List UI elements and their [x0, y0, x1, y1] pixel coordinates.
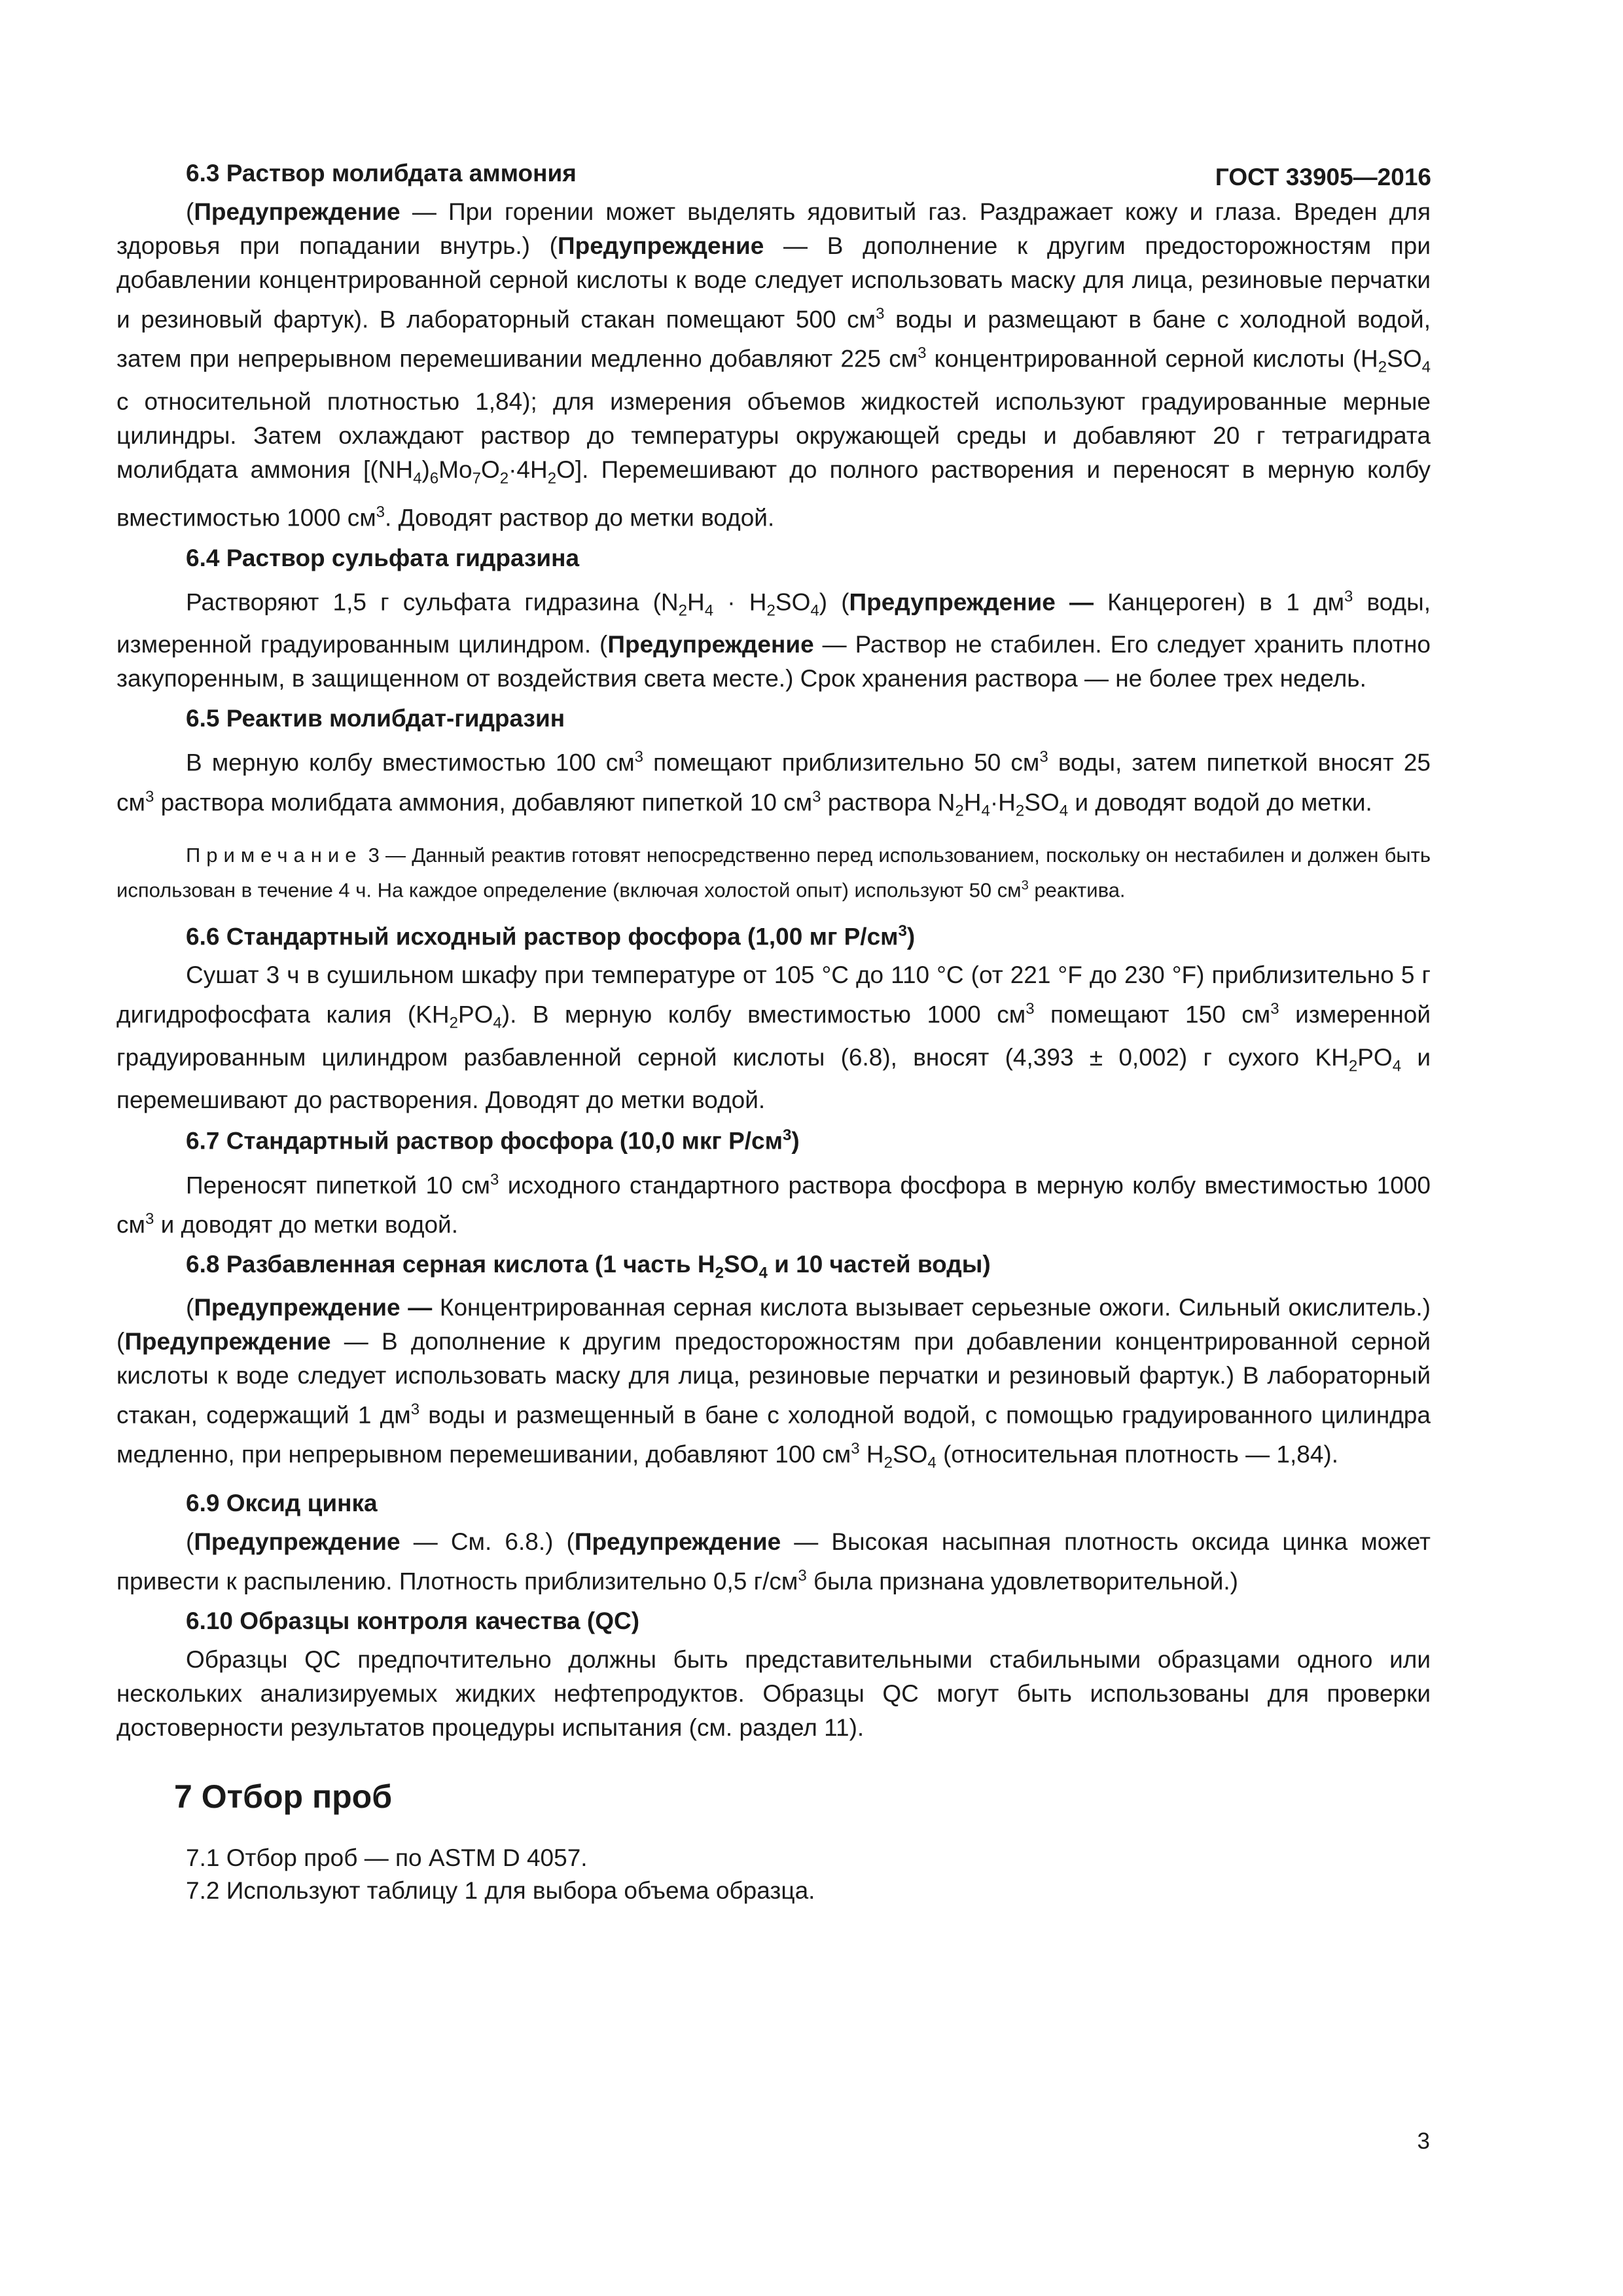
- section-title: 6.3 Раствор молибдата аммония: [186, 160, 577, 187]
- section-title: 6.4 Раствор сульфата гидразина: [186, 544, 580, 571]
- section-6-6: [116, 922, 1431, 1117]
- chapter-7-title: 7 Отбор проб: [174, 1778, 393, 1816]
- section-body: В мерную колбу вместимостью 100 $см^3$ помещают приблизительно 50 $см^3$ воды, затем пипеткой вносят 25 $см^3$ раствора молибдата аммония, добавляют пипеткой 10 $см^3$ раствора $N_2H_4\cdot H_2SO_4$ и доводят водой до метки.: [116, 748, 1431, 820]
- section-body: Образцы QC предпочтительно должны быть представительными стабильными образцами одного или нескольких анализируемых жидких нефтепродуктов. Образцы QC могут быть использованы для проверки достоверности результатов процедуры испытания (см. раздел 11).: [116, 1646, 1431, 1742]
- note-3: Примечание 3 — Данный реактив готовят непосредственно перед использованием, поскольку он нестабилен и должен быть использован в течение 4 ч. На каждое определение (включая холостой опыт) используют 50 $см^3$ реактива.: [116, 843, 1431, 901]
- section-body: (Предупреждение — При горении может выделять ядовитый газ. Раздражает кожу и глаза. Вреден для здоровья при попадании внутрь.) (Предупреждение — В дополнение к другим предосторожностям при добавлении концентрированной серной кислоты к воде следует использовать маску для лица, резиновые перчатки и резиновый фартук). В лабораторный стакан помещают 500 $см^3$ воды и размещают в бане с холодной водой, затем при непрерывном перемешивании медленно добавляют 225 $см^3$ концентрированной серной кислоты ($H_2SO_4$ с относительной плотностью 1,84); для измерения объемов жидкостей используют градуированные мерные цилиндры. Затем охлаждают раствор до температуры окружающей среды и добавляют 20 г тетрагидрата молибдата аммония $[(NH_4)_6Mo_7O_2\cdot 4H_2O]$. Перемешивают до полного растворения и переносят в мерную колбу вместимостью 1000 $см^3$. Доводят раствор до метки водой.: [116, 198, 1431, 531]
- section-title: 6.6 Стандартный исходный раствор фосфора (1,00 мг $Р/см^3$): [186, 922, 916, 950]
- section-title: 6.8 Разбавленная серная кислота (1 часть $H_2SO_4$ и 10 частей воды): [186, 1251, 991, 1282]
- section-6-3: [116, 160, 1431, 535]
- section-6-9: [116, 1490, 1431, 1598]
- section-body: (Предупреждение — См. 6.8.) (Предупреждение — Высокая насыпная плотность оксида цинка может привести к распылению. Плотность приблизительно 0,5 $г/см^3$ была признана удовлетворительной.): [116, 1528, 1431, 1595]
- page-number: 3: [1417, 2128, 1430, 2154]
- document-standard-number: ГОСТ 33905—2016: [1215, 164, 1431, 190]
- section-title: 6.10 Образцы контроля качества (QC): [186, 1607, 640, 1635]
- section-body: (Предупреждение — Концентрированная серная кислота вызывает серьезные ожоги. Сильный окислитель.) (Предупреждение — В дополнение к другим предосторожностям при добавлении концентрированной серной кислоты к воде следует использовать маску для лица, резиновые перчатки и резиновый фартук.) В лабораторный стакан, содержащий 1 $дм^3$ воды и размещенный в бане с холодной водой, с помощью градуированного цилиндра медленно, при непрерывном перемешивании, добавляют 100 $см^3$ $H_2SO_4$ (относительная плотность — 1,84).: [116, 1293, 1431, 1472]
- section-6-10: [116, 1607, 1431, 1745]
- clause-7-1: 7.1 Отбор проб — по ASTM D 4057.: [186, 1844, 588, 1872]
- section-title: 6.5 Реактив молибдат-гидразин: [186, 705, 565, 732]
- section-body: Переносят пипеткой 10 $см^3$ исходного стандартного раствора фосфора в мерную колбу вместимостью 1000 $см^3$ и доводят до метки водой.: [116, 1170, 1431, 1238]
- section-6-8: [116, 1251, 1431, 1480]
- section-body: Сушат 3 ч в сушильном шкафу при температуре от 105 °С до 110 °С (от 221 °F до 230 °F) приблизительно 5 г дигидрофосфата калия $(KH_2PO_4)$. В мерную колбу вместимостью 1000 $см^3$ помещают 150 $см^3$ измеренной градуированным цилиндром разбавленной серной кислоты (6.8), вносят (4,393 ± 0,002) г сухого $KH_2PO_4$ и перемешивают до растворения. Доводят до метки водой.: [116, 961, 1431, 1114]
- section-6-4: [116, 545, 1431, 696]
- section-title: 6.9 Оксид цинка: [186, 1489, 378, 1516]
- section-6-7: [116, 1126, 1431, 1242]
- section-title: 6.7 Стандартный раствор фосфора (10,0 мкг $Р/см^3$): [186, 1126, 800, 1155]
- clause-7-2: 7.2 Используют таблицу 1 для выбора объема образца.: [186, 1877, 815, 1905]
- section-6-5: [116, 705, 1431, 828]
- page-content: [116, 151, 1431, 1907]
- section-body: Растворяют 1,5 г сульфата гидразина $(N_2H_4 \cdot H_2SO_4)$ (Предупреждение — Канцероген) в 1 $дм^3$ воды, измеренной градуированным цилиндром. (Предупреждение — Раствор не стабилен. Его следует хранить плотно закупоренным, в защищенном от воздействия света месте.) Срок хранения раствора — не более трех недель.: [116, 587, 1431, 692]
